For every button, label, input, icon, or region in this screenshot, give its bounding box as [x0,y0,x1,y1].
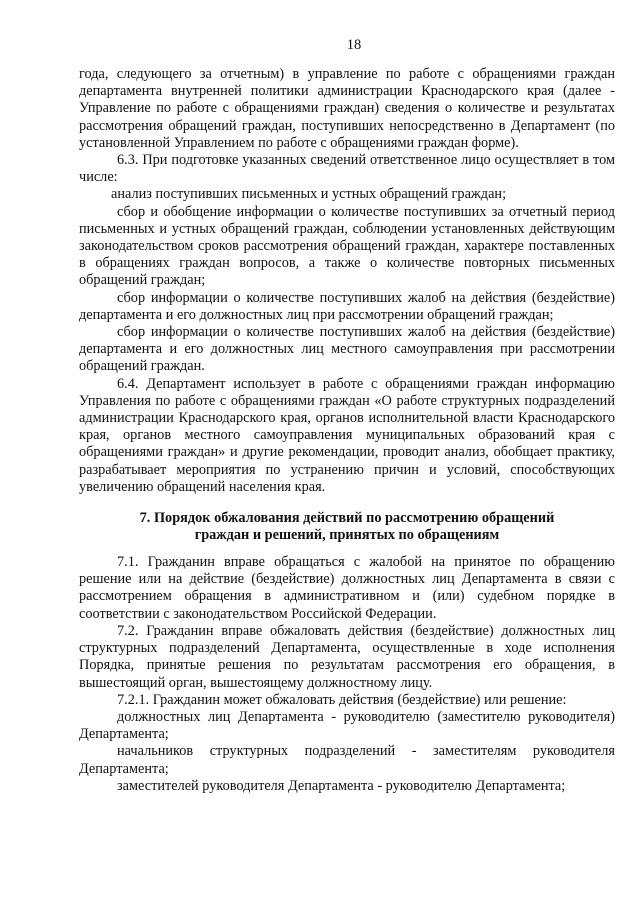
section-heading-line: 7. Порядок обжалования действий по рассмотрению обращений [139,510,555,527]
paragraph: анализ поступивших письменных и устных обращений граждан; [111,186,507,203]
section-heading [79,510,615,544]
paragraph: года, следующего за отчетным) в управление по работе с обращениями граждан департамента внутренней политики администрации Краснодарского края (далее - Управление по работе с обращениями граждан) сведения о количестве и результатах рассмотрения обращений граждан, поступивших непосредственно в Департамент (по установленной Управлением по работе с обращениями граждан форме). [79,66,615,151]
page-number: 18 [346,37,362,53]
paragraph: должностных лиц Департамента - руководителю (заместителю руководителя) Департамента; [79,708,615,743]
paragraph: 7.2. Гражданин вправе обжаловать действия (бездействие) должностных лиц структурных подразделений Департамента, осуществленные в ходе исполнения Порядка, принятые решения по результатам рассмотрения его обращения, в вышестоящий орган, вышестоящему должностному лицу. [79,622,615,691]
paragraph: заместителей руководителя Департамента - руководителю Департамента; [117,777,566,794]
paragraph: сбор информации о количестве поступивших жалоб на действия (бездействие) департамента и его должностных лиц при рассмотрении обращений граждан; [79,289,615,323]
document-body [79,66,615,795]
paragraph: 6.4. Департамент использует в работе с обращениями граждан информацию Управления по работе с обращениями граждан «О работе структурных подразделений администрации Краснодарского края, органов исполнительной власти Краснодарского края, органов местного самоуправления муниципальных образований края с обращениями граждан» и другие рекомендации, проводит анализ, обобщает практику, разрабатывает мероприятия по устранению причин и условий, способствующих увеличению обращений населения края. [79,375,615,495]
paragraph: 6.3. При подготовке указанных сведений ответственное лицо осуществляет в том числе: [79,152,615,186]
paragraph: 7.1. Гражданин вправе обращаться с жалобой на принятое по обращению решение или на действие (бездействие) должностных лиц Департамента в связи с рассмотрением обращения в административном и (или) судебном порядке в соответствии с законодательством Российской Федерации. [79,554,615,622]
paragraph: 7.2.1. Гражданин может обжаловать действия (бездействие) или решение: [117,691,567,708]
paragraph: сбор и обобщение информации о количестве поступивших за отчетный период письменных и устных обращений граждан, соблюдении установленных действующим законодательством сроков рассмотрения обращений граждан, характере поставленных в обращениях граждан вопросов, а также о количестве повторных письменных обращений граждан; [79,203,615,289]
paragraph: сбор информации о количестве поступивших жалоб на действия (бездействие) департамента и его должностных лиц местного самоуправления при рассмотрении обращений граждан. [79,324,615,375]
paragraph: начальников структурных подразделений - заместителям руководителя Департамента; [79,743,615,777]
section-heading-line: граждан и решений, принятых по обращениям [194,527,500,544]
